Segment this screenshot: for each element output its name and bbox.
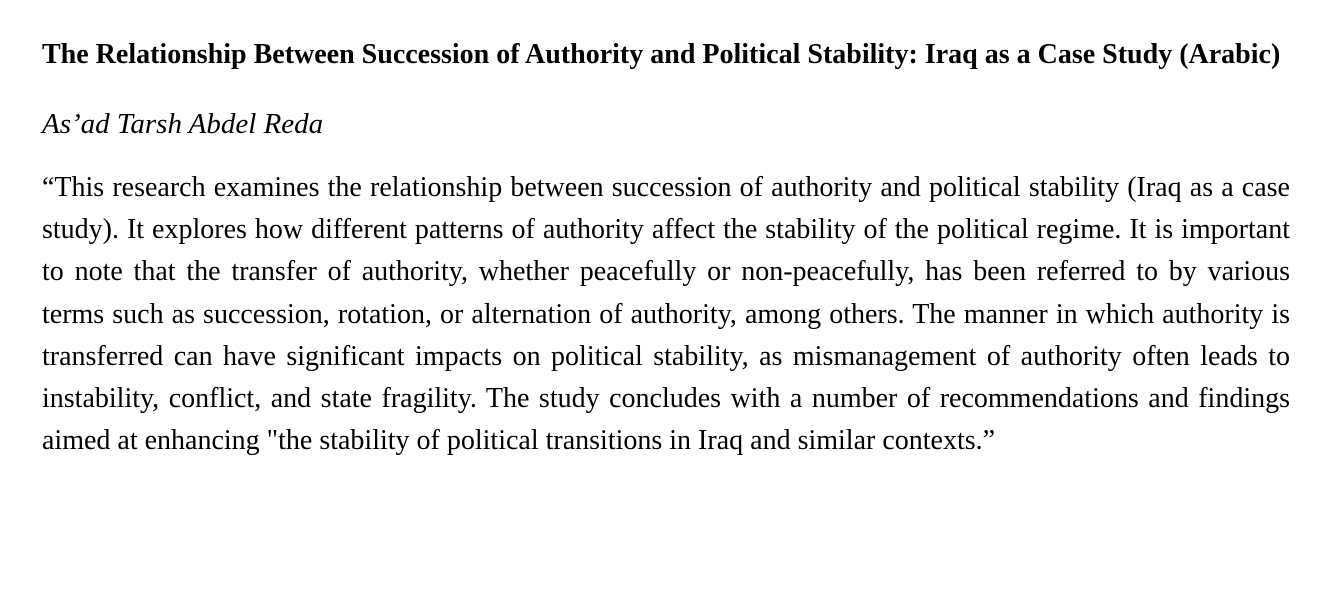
article-author: As’ad Tarsh Abdel Reda	[42, 108, 324, 140]
article-abstract: “This research examines the relationship between succession of authority and political stability (Iraq as a case study). It explores how different patterns of authority affect the stability of the political regime. It is important to note that the transfer of authority, whether peacefully or non-peacefully, has been referred to by various terms such as succession, rotation, or alternation of authority, among others. The manner in which authority is transferred can have significant impacts on political stability, as mismanagement of authority often leads to instability, conflict, and state fragility. The study concludes with a number of recommendations and findings aimed at enhancing "the stability of political transitions in Iraq and similar contexts.”	[42, 172, 1290, 457]
article-entry	[42, 34, 1290, 462]
article-title: The Relationship Between Succession of Authority and Political Stability: Iraq as a Case Study (Arabic)	[42, 39, 1281, 70]
